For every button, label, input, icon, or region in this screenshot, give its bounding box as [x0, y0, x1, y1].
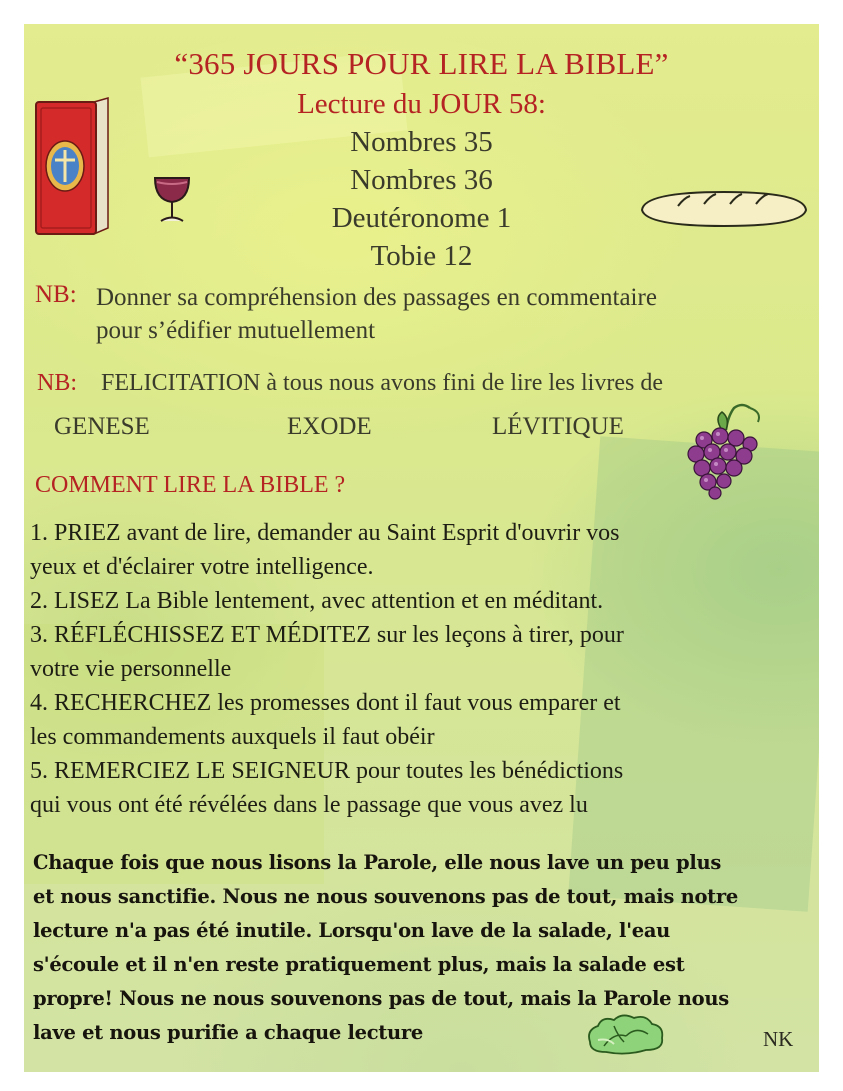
- note-text: [96, 281, 657, 347]
- poster: [24, 24, 819, 1072]
- closing-line: et nous sanctifie. Nous ne nous souvenons pas de tout, mais notre: [33, 885, 738, 908]
- howto-heading: COMMENT LIRE LA BIBLE ?: [35, 472, 346, 498]
- step-line: votre vie personnelle: [30, 656, 232, 682]
- reading-item: Deutéronome 1: [331, 202, 512, 234]
- bread-loaf-icon: [638, 186, 810, 230]
- step-line: 4. RECHERCHEZ les promesses dont il faut vous emparer et: [30, 690, 621, 716]
- closing-line: lave et nous purifie a chaque lecture: [33, 1021, 423, 1044]
- note-line: pour s’édifier mutuellement: [96, 317, 376, 344]
- step-line: 1. PRIEZ avant de lire, demander au Saint Esprit d'ouvrir vos: [30, 520, 620, 546]
- reading-item: Nombres 35: [350, 126, 493, 158]
- day-subtitle: Lecture du JOUR 58:: [297, 88, 546, 120]
- reading-item: Tobie 12: [370, 240, 473, 272]
- signature: NK: [763, 1027, 794, 1051]
- note-line: Donner sa compréhension des passages en commentaire: [96, 284, 657, 311]
- step-line: 3. RÉFLÉCHISSEZ ET MÉDITEZ sur les leçons à tirer, pour: [30, 622, 624, 648]
- step-line: 2. LISEZ La Bible lentement, avec attention et en méditant.: [30, 588, 604, 614]
- closing-line: lecture n'a pas été inutile. Lorsqu'on lave de la salade, l'eau: [33, 919, 671, 942]
- step-line: yeux et d'éclairer votre intelligence.: [30, 554, 374, 580]
- wine-glass-icon: [151, 174, 193, 226]
- congrats-label: NB:: [37, 370, 78, 396]
- reading-item: Nombres 36: [350, 164, 493, 196]
- closing-line: propre! Nous ne nous souvenons pas de tout, mais la Parole nous: [33, 987, 729, 1010]
- book-name: EXODE: [287, 413, 372, 440]
- steps-list: [30, 516, 819, 822]
- bible-book-icon: [32, 96, 112, 238]
- note-label: NB:: [35, 281, 77, 308]
- page-title: “365 JOURS POUR LIRE LA BIBLE”: [174, 46, 669, 81]
- congrats-text: FELICITATION à tous nous avons fini de lire les livres de: [101, 370, 663, 396]
- closing-line: Chaque fois que nous lisons la Parole, elle nous lave un peu plus: [33, 851, 722, 874]
- closing-line: s'écoule et il n'en reste pratiquement plus, mais la salade est: [33, 953, 685, 976]
- lettuce-icon: [584, 1012, 668, 1056]
- closing-paragraph: [33, 846, 819, 1050]
- step-line: 5. REMERCIEZ LE SEIGNEUR pour toutes les bénédictions: [30, 758, 624, 784]
- step-line: qui vous ont été révélées dans le passage que vous avez lu: [30, 792, 588, 818]
- grapes-icon: [682, 400, 772, 500]
- book-name: GENESE: [54, 413, 150, 440]
- step-line: les commandements auxquels il faut obéir: [30, 724, 435, 750]
- book-name: LÉVITIQUE: [492, 413, 624, 440]
